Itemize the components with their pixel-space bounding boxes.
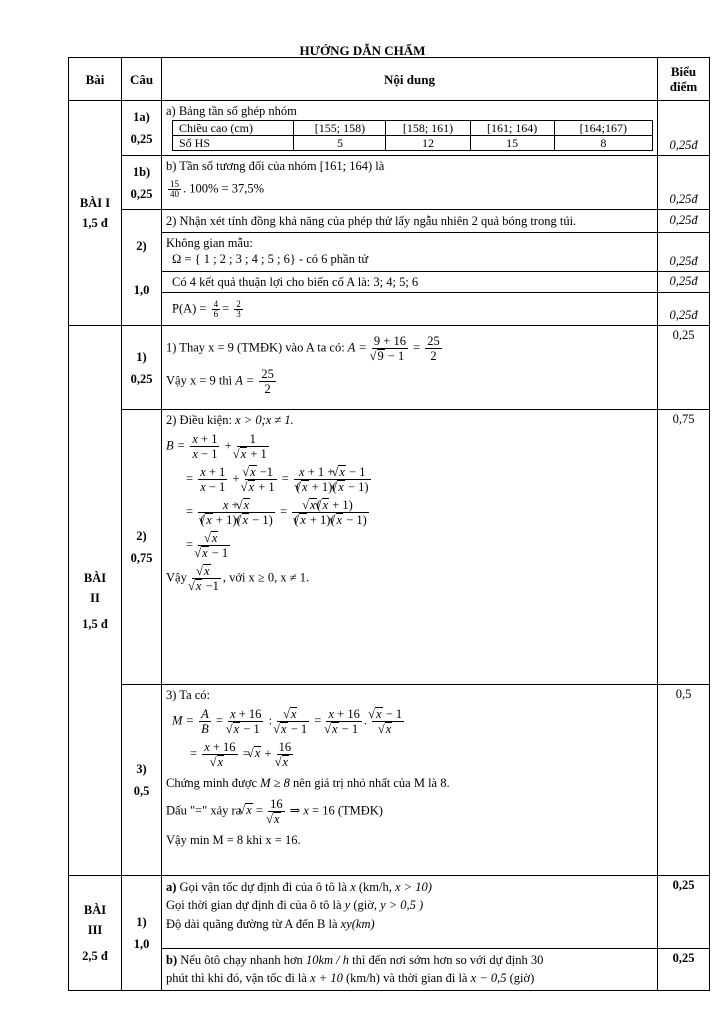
page-title: HƯỚNG DẪN CHẤM [299,43,426,58]
formula-b-step1: = $\frac{x + 1}{x - 1}$ + √ x −1 √ x + 1 = $\frac{x + 1 + √ x - 1}{(√ x + 1)(√ x - 1)}$ [166,465,653,494]
bai1-2-intro-row [69,210,710,233]
header-cau: Câu [122,58,162,101]
formula-m-step: = x + 16 √ x = √ x + 16 √ x [166,740,653,769]
formula-equality: Dấu "=" xảy ra √ x = 16 √ x ⇒ x = 16 (TMĐK) [166,797,653,826]
header-bai: Bài [69,58,122,101]
bai2-1-label: 1) 0,25 [122,326,162,410]
bai2-2-content: 2) Điều kiện: x > 0;x ≠ 1. B = $\frac{x + 1}{x - 1}$ + 1 √ x + 1 = $\frac{x + 1}{x - 1}$ + √ x −1 √ x + 1 = $\frac{x + 1 + √ x - 1}{(√ x + 1)(√ x - 1)}$ = $\frac{x + √ x}{(√ x + 1)(√ x - 1)}$ = √ $\frac{x(√ x + 1)}{(√ x + 1)(√ x - 1)}$ = √ x √ x − 1 Vậy √ x √ x −1 , với x ≥ 0, x ≠ 1. [162,410,658,685]
bai1-2-fav-points: 0,25đ [658,272,710,293]
bai1-1a-points: 0,25đ [658,101,710,156]
bai1-1a-content: a) Bảng tần số ghép nhóm Chiều cao (cm) [155; 158) [158; 161) [161; 164) [164;167) Số HS 5 12 15 8 [162,101,658,156]
bai3-1-label: 1) 1,0 [122,876,162,991]
bai1-2-intro: 2) Nhận xét tính đồng khả năng của phép thử lấy ngẫu nhiên 2 quả bóng trong túi. [162,210,658,233]
bai3-b-points: 0,25 [658,949,710,991]
bai3-b-content: b) Nếu ôtô chạy nhanh hơn 10km / h thì đến nơi sớm hơn so với dự định 30 phút thì khi đó, vận tốc đi là x + 10 (km/h) và thời gian đi là x − 0,5 (giờ) [162,949,658,991]
bai1-1a-row [69,101,710,156]
bai3-label: BÀI III 2,5 đ [69,876,122,991]
header-bieudiem: Biểu điểm [658,58,710,101]
bai1-2-probability: P(A) = $\frac{4}{6}$ = $\frac{2}{3}$ [162,293,658,326]
bai2-3-row [69,685,710,876]
formula-m-def: M = $\frac{A}{B}$ = x + 16 √ x − 1 : √ x √ x − 1 = x + 16 √ x − 1 . √ x − 1 √ x [166,707,653,736]
bai2-3-points: 0,5 [658,685,710,876]
bai3-a-row [69,876,710,949]
grading-table [68,57,710,991]
bai2-2-points: 0,75 [658,410,710,685]
bai1-label: BÀI I 1,5 đ [69,101,122,326]
bai2-3-label: 3) 0,5 [122,685,162,876]
bai1-2-fav-row [69,272,710,293]
bai1-2-space-points: 0,25đ [658,233,710,272]
bai1-1a-label: 1a) 0,25 [122,101,162,156]
bai1-2-label: 2) 1,0 [122,210,162,326]
header-row [69,58,710,101]
formula-b-step2: = $\frac{x + √ x}{(√ x + 1)(√ x - 1)}$ = √ $\frac{x(√ x + 1)}{(√ x + 1)(√ x - 1)}$ [166,498,653,527]
bai3-a-content: a) Gọi vận tốc dự định đi của ô tô là x (km/h, x > 10) Gọi thời gian dự định đi của ô tô là y (giờ, y > 0,5 ) Độ dài quãng đường từ A đến B là xy(km) [162,876,658,949]
bai3-b-row [69,949,710,991]
bai2-2-label: 2) 0,75 [122,410,162,685]
bai1-2-favorable: Có 4 kết quả thuận lợi cho biến cố A là: 3; 4; 5; 6 [162,272,658,293]
frequency-table: Chiều cao (cm) [155; 158) [158; 161) [161; 164) [164;167) Số HS 5 12 15 8 [172,120,653,151]
bai2-1-content: 1) Thay x = 9 (TMĐK) vào A ta có: A = 9 + 16 √ 9 − 1 = $\frac{25}{2}$ Vậy x = 9 thì A = $\frac{25}{2}$ [162,326,658,410]
bai2-1-points: 0,25 [658,326,710,410]
bai1-2-prob-row [69,293,710,326]
bai1-2-prob-points: 0,25đ [658,293,710,326]
bai1-1b-points: 0,25đ [658,156,710,210]
bai1-1b-content: b) Tần số tương đối của nhóm [161; 164) là $\frac{15}{40}$ . 100% = 37,5% [162,156,658,210]
bai1-2-intro-points: 0,25đ [658,210,710,233]
bai3-a-points: 0,25 [658,876,710,949]
fraction: $\frac{15}{40}$ [170,179,179,199]
bai1-2-space: Không gian mẫu: Ω = { 1 ; 2 ; 3 ; 4 ; 5 ; 6} - có 6 phần tử [162,233,658,272]
bai2-2-row [69,410,710,685]
bai2-3-content: 3) Ta có: M = $\frac{A}{B}$ = x + 16 √ x − 1 : √ x √ x − 1 = x + 16 √ x − 1 . √ x − 1 √ x = x + 16 √ x = √ x + 16 √ x Chứng minh được M ≥ 8 nên giá trị nhỏ nhất của M là 8. Dấu "=" xảy ra √ x = 16 √ x ⇒ x = 16 (TMĐK) Vậy min M = 8 khi x = 16. [162,685,658,876]
bai2-label: BÀI II 1,5 đ [69,326,122,876]
header-noidung: Nội dung [162,58,658,101]
bai2-1-row [69,326,710,410]
bai1-2-space-row [69,233,710,272]
formula-b-def: B = $\frac{x + 1}{x - 1}$ + 1 √ x + 1 [166,432,653,461]
formula-b-conclusion: Vậy √ x √ x −1 , với x ≥ 0, x ≠ 1. [166,564,653,593]
bai1-1b-label: 1b) 0,25 [122,156,162,210]
bai1-1b-row [69,156,710,210]
formula-b-step3: = √ x √ x − 1 [166,531,653,560]
